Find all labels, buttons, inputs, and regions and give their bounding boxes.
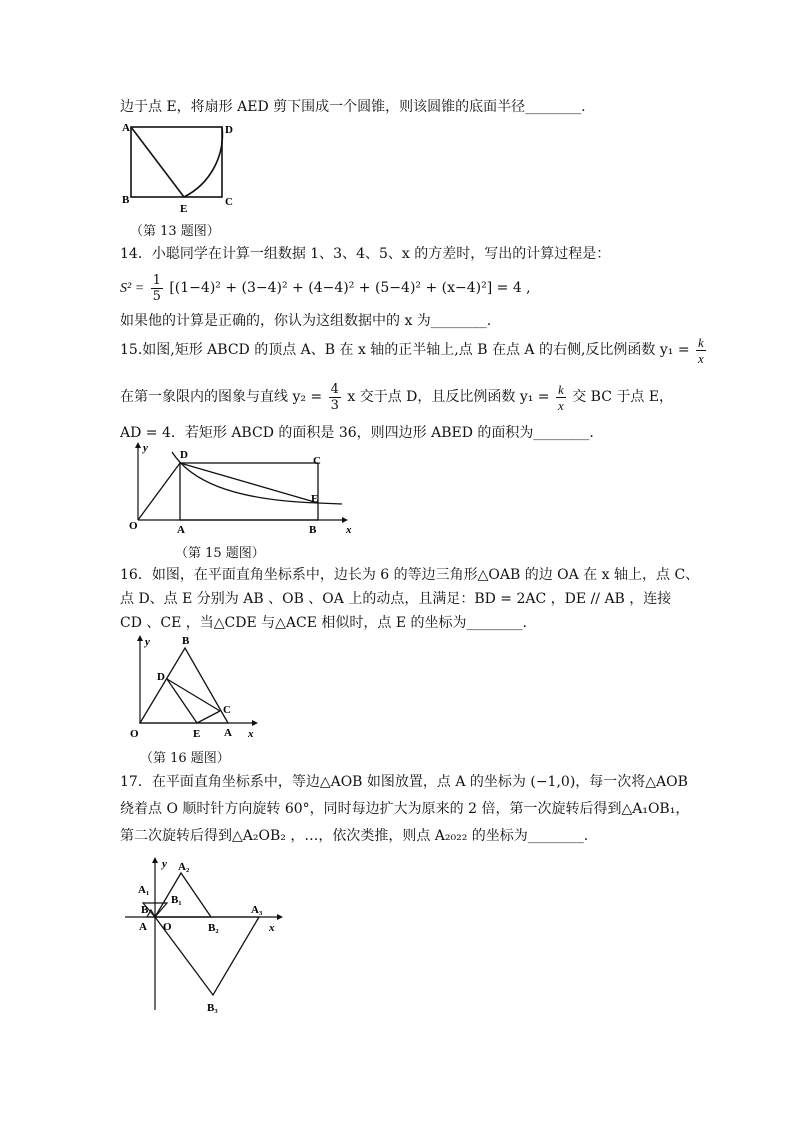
q17-label-a: A bbox=[139, 921, 147, 933]
q13-label-c: C bbox=[225, 196, 233, 208]
q13-label-a: A bbox=[122, 122, 130, 134]
q13-figure bbox=[120, 118, 250, 218]
q15-label-c: C bbox=[313, 455, 321, 467]
q15-label-e: E bbox=[311, 493, 319, 505]
q17-label-a2: A₂ bbox=[178, 861, 190, 873]
q17-label-y: y bbox=[162, 858, 167, 870]
q17-label-b2: B₂ bbox=[208, 922, 219, 934]
q13-label-d: D bbox=[225, 124, 233, 136]
q16-label-y: y bbox=[145, 636, 150, 648]
q16-label-b: B bbox=[182, 635, 190, 647]
q17-label-x: x bbox=[269, 922, 275, 934]
q14-text-line: 14．小聪同学在计算一组数据 1、3、4、5、x 的方差时，写出的计算过程是： bbox=[120, 246, 611, 262]
q15-label-d: D bbox=[180, 449, 188, 461]
q15-label-a: A bbox=[177, 524, 185, 536]
q13-label-e: E bbox=[180, 203, 188, 215]
q15-figure bbox=[120, 440, 350, 540]
q17-label-b: B bbox=[141, 904, 149, 916]
q16-text-line-3: CD 、CE ，当△CDE 与△ACE 相似时，点 E 的坐标为________. bbox=[120, 615, 527, 631]
q15-text-line-2: 在第一象限内的图象与直线 y₂ = $\frac{4}{3}$ x 交于点 D，且反比例函数 y₁ = $\frac{k}{x}$ 交 BC 于点 E， bbox=[120, 381, 674, 413]
q17-text-line-3: 第二次旋转后得到△A₂OB₂ ，…，依次类推，则点 A₂₀₂₂ 的坐标为________. bbox=[120, 828, 589, 844]
q17-label-b1: B₁ bbox=[171, 894, 182, 906]
q17-label-a1: A₁ bbox=[138, 884, 150, 896]
q15-caption: （第 15 题图） bbox=[175, 546, 265, 561]
q16-label-d: D bbox=[157, 671, 165, 683]
q15-label-y: y bbox=[143, 442, 148, 454]
q15-label-x: x bbox=[346, 524, 352, 536]
q17-text-line-2: 绕着点 O 顺时针方向旋转 60°，同时每边扩大为原来的 2 倍，第一次旋转后得到△A₁OB₁， bbox=[120, 801, 690, 817]
q16-caption: （第 16 题图） bbox=[140, 751, 230, 766]
q13-text-line: 边于点 E，将扇形 AED 剪下围成一个圆锥，则该圆锥的底面半径________. bbox=[120, 99, 586, 115]
q13-label-b: B bbox=[122, 194, 130, 206]
q15-text-line-3: AD = 4．若矩形 ABCD 的面积是 36，则四边形 ABED 的面积为________. bbox=[120, 425, 594, 441]
q16-figure bbox=[120, 633, 270, 743]
q16-text-line-2: 点 D、点 E 分别为 AB 、OB 、OA 上的动点，且满足：BD = 2AC ，DE // AB ，连接 bbox=[120, 591, 672, 607]
q16-label-x: x bbox=[248, 728, 254, 740]
q16-label-a: A bbox=[224, 727, 232, 739]
q17-label-o: O bbox=[163, 921, 172, 933]
q16-text-line-1: 16．如图，在平面直角坐标系中，边长为 6 的等边三角形△OAB 的边 OA 在 x 轴上，点 C、 bbox=[120, 567, 700, 583]
q17-text-line-1: 17．在平面直角坐标系中，等边△AOB 如图放置，点 A 的坐标为 (−1,0)，每一次将△AOB bbox=[120, 774, 688, 790]
q13-caption: （第 13 题图） bbox=[130, 224, 220, 239]
q16-label-o: O bbox=[130, 728, 139, 740]
q15-text-line-1: 15.如图,矩形 ABCD 的顶点 A、B 在 x 轴的正半轴上,点 B 在点 A 的右侧,反比例函数 y₁ = $\frac{k}{x}$ bbox=[120, 334, 704, 366]
q17-label-a3: A₃ bbox=[251, 904, 263, 916]
q16-label-e: E bbox=[193, 728, 201, 740]
q16-label-c: C bbox=[223, 704, 231, 716]
q17-figure bbox=[125, 855, 295, 1020]
q15-label-b: B bbox=[309, 524, 317, 536]
q15-label-o: O bbox=[129, 520, 138, 532]
q14-text-line-3: 如果他的计算是正确的，你认为这组数据中的 x 为________. bbox=[120, 313, 492, 329]
q14-formula: S² = $\frac{1}{5}$ [(1−4)² + (3−4)² + (4−4)² + (5−4)² + (x−4)²] = 4 , bbox=[120, 272, 531, 304]
q17-label-b3: B₃ bbox=[207, 1002, 218, 1014]
